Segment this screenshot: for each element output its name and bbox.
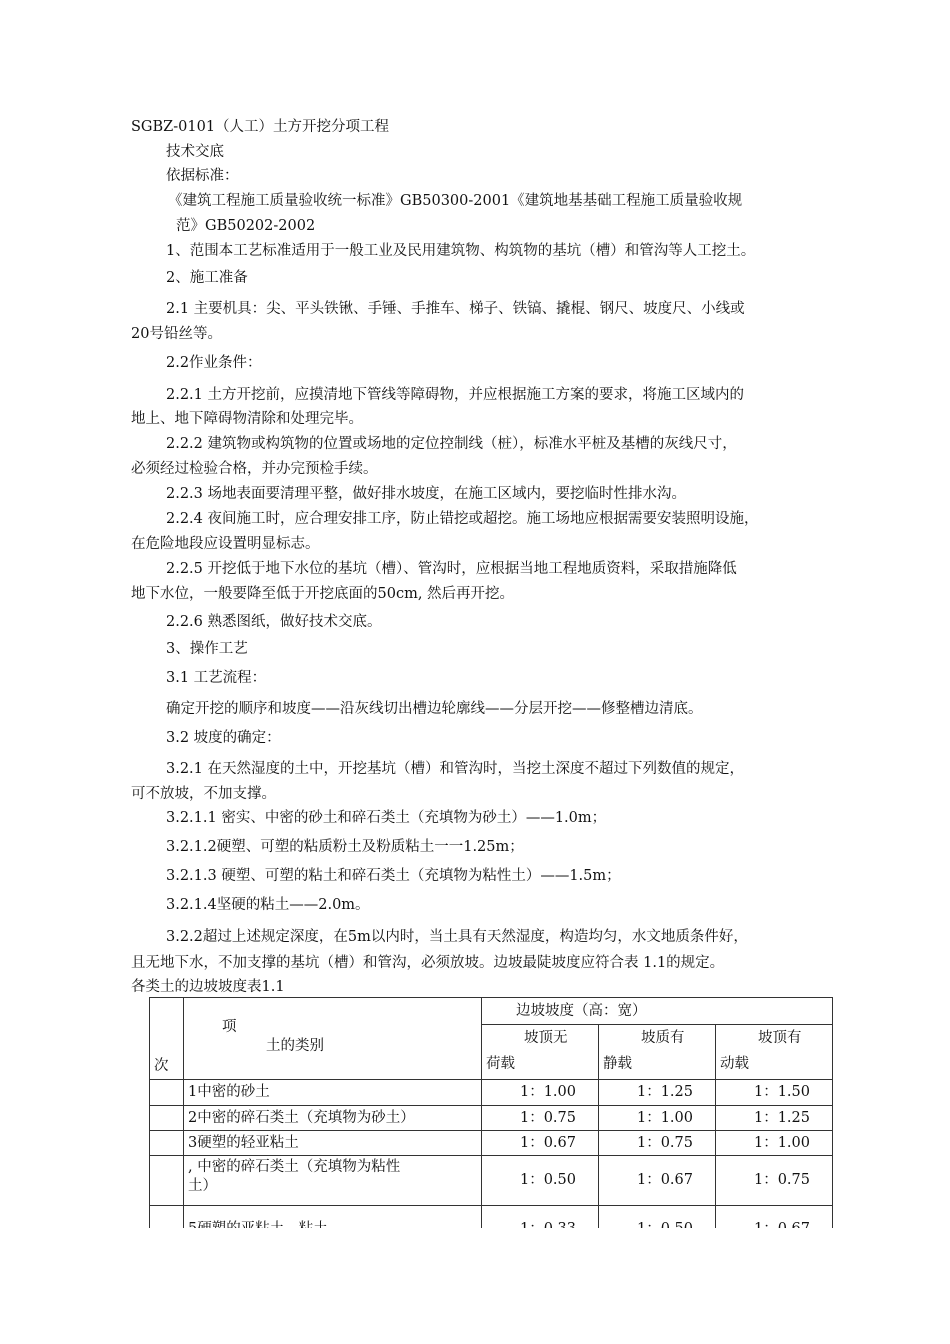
paragraph-2-2-6: 2.2.6 熟悉图纸，做好技术交底。 [166, 614, 382, 630]
slope-no-load: 1：1.00 [482, 1080, 599, 1106]
slope-static-load: 1：1.00 [599, 1106, 716, 1131]
soil-type-cell: 2中密的碎石类土（充填物为砂土） [184, 1106, 482, 1131]
paragraph-2-2-4-cont: 在危险地段应设置明显标志。 [131, 536, 320, 552]
slope-static-load: 1：1.25 [599, 1080, 716, 1106]
soil-type-cell: 1中密的砂土 [184, 1080, 482, 1106]
slope-static-load: 1：0.67 [599, 1156, 716, 1206]
section-2-heading: 2、施工准备 [166, 270, 248, 286]
header-index-text: 次 [154, 1058, 169, 1074]
row-index-cell [150, 1080, 184, 1106]
header-static-load-line1: 坡质有 [641, 1030, 685, 1046]
table-row [150, 1131, 833, 1156]
paragraph-3-2-2-cont: 且无地下水，不加支撑的基坑（槽）和管沟，必须放坡。边坡最陡坡度应符合表 1.1的规定。 [131, 955, 725, 971]
doc-title: SGBZ-0101（人工）土方开挖分项工程 [131, 119, 390, 135]
paragraph-3-2-1: 3.2.1 在天然湿度的土中，开挖基坑（槽）和管沟时，当挖土深度不超过下列数值的规定， [166, 761, 744, 777]
header-static-load-line2: 静载 [603, 1056, 632, 1072]
header-no-load-line2: 荷载 [486, 1056, 515, 1072]
table-row [150, 1156, 833, 1206]
row-index-cell [150, 1106, 184, 1131]
header-soil-type-line2: 土的类别 [266, 1038, 324, 1054]
paragraph-2-2: 2.2作业条件： [166, 355, 262, 371]
header-static-load [599, 1025, 716, 1080]
soil-type-line2: 土） [188, 1178, 217, 1194]
section-3-heading: 3、操作工艺 [166, 641, 248, 657]
header-dynamic-load-line2: 动载 [720, 1056, 749, 1072]
slope-table [149, 997, 833, 1240]
paragraph-3-2-1-1: 3.2.1.1 密实、中密的砂土和碎石类土（充填物为砂土）——1.0m； [166, 810, 607, 826]
header-slope-group [482, 998, 833, 1025]
row-index-cell [150, 1156, 184, 1206]
basis-label: 依据标准： [166, 168, 239, 184]
section-1-scope: 1、范围本工艺标准适用于一般工业及民用建筑物、构筑物的基坑（槽）和管沟等人工挖土。 [166, 243, 756, 259]
slope-dynamic-load: 1：1.50 [716, 1080, 833, 1106]
page-bottom-margin [140, 1228, 860, 1344]
paragraph-2-2-3: 2.2.3 场地表面要清理平整，做好排水坡度，在施工区域内，要挖临时性排水沟。 [166, 486, 687, 502]
paragraph-2-2-1: 2.2.1 土方开挖前，应摸清地下管线等障碍物，并应根据施工方案的要求，将施工区域内的 [166, 387, 744, 403]
table-caption: 各类土的边坡坡度表1.1 [131, 979, 285, 995]
header-soil-type [184, 998, 482, 1080]
slope-no-load: 1：0.50 [482, 1156, 599, 1206]
paragraph-3-2-1-4: 3.2.1.4坚硬的粘土——2.0m。 [166, 897, 370, 913]
process-flow: 确定开挖的顺序和坡度——沿灰线切出槽边轮廓线——分层开挖——修整槽边清底。 [166, 701, 703, 717]
paragraph-3-2-1-3: 3.2.1.3 硬塑、可塑的粘土和碎石类土（充填物为粘性土）——1.5m； [166, 868, 621, 884]
paragraph-2-2-2: 2.2.2 建筑物或构筑物的位置或场地的定位控制线（桩），标准水平桩及基槽的灰线尺寸， [166, 436, 737, 452]
paragraph-3-2-2: 3.2.2超过上述规定深度，在5m以内时，当土具有天然湿度，构造均匀，水文地质条件好， [166, 929, 748, 945]
paragraph-3-1: 3.1 工艺流程： [166, 670, 267, 686]
header-no-load [482, 1025, 599, 1080]
header-no-load-line1: 坡顶无 [524, 1030, 568, 1046]
soil-type-cell: 3硬塑的轻亚粘土 [184, 1131, 482, 1156]
slope-no-load: 1：0.75 [482, 1106, 599, 1131]
header-index [150, 998, 184, 1080]
soil-type-cell [184, 1156, 482, 1206]
paragraph-2-2-5-cont: 地下水位，一般要降至低于开挖底面的50cm, 然后再开挖。 [131, 586, 515, 602]
paragraph-2-1-cont: 20号铅丝等。 [131, 326, 222, 342]
paragraph-2-2-4: 2.2.4 夜间施工时，应合理安排工序，防止错挖或超挖。施工场地应根据需要安装照明设施， [166, 511, 759, 527]
paragraph-3-2-1-cont: 可不放坡，不加支撑。 [131, 786, 276, 802]
table-row [150, 1080, 833, 1106]
basis-line: 《建筑工程施工质量验收统一标准》GB50300-2001《建筑地基基础工程施工质量验收规 [168, 193, 743, 209]
paragraph-2-2-1-cont: 地上、地下障碍物清除和处理完毕。 [131, 411, 363, 427]
slope-dynamic-load: 1：0.75 [716, 1156, 833, 1206]
slope-dynamic-load: 1：1.00 [716, 1131, 833, 1156]
slope-dynamic-load: 1：1.25 [716, 1106, 833, 1131]
table-row [150, 1106, 833, 1131]
paragraph-2-2-5: 2.2.5 开挖低于地下水位的基坑（槽）、管沟时，应根据当地工程地质资料，采取措施降低 [166, 561, 737, 577]
soil-type-line1: , 中密的碎石类土（充填物为粘性 [188, 1159, 401, 1175]
basis-line: 范》GB50202-2002 [176, 218, 316, 234]
paragraph-2-2-2-cont: 必须经过检验合格，并办完预检手续。 [131, 461, 378, 477]
paragraph-3-2-1-2: 3.2.1.2硬塑、可塑的粘质粉土及粉质粘土一一1.25m； [166, 839, 524, 855]
header-dynamic-load-line1: 坡顶有 [758, 1030, 802, 1046]
slope-static-load: 1：0.75 [599, 1131, 716, 1156]
row-index-cell [150, 1131, 184, 1156]
paragraph-3-2: 3.2 坡度的确定： [166, 730, 281, 746]
header-dynamic-load [716, 1025, 833, 1080]
header-slope-group-text: 边坡坡度（高：宽） [516, 1002, 647, 1019]
doc-subtitle: 技术交底 [166, 144, 224, 160]
table-header-row [150, 998, 833, 1025]
paragraph-2-1: 2.1 主要机具：尖、平头铁锹、手锤、手推车、梯子、铁镐、撬棍、钢尺、坡度尺、小线或 [166, 301, 745, 317]
slope-no-load: 1：0.67 [482, 1131, 599, 1156]
header-soil-type-line1: 项 [222, 1019, 237, 1035]
